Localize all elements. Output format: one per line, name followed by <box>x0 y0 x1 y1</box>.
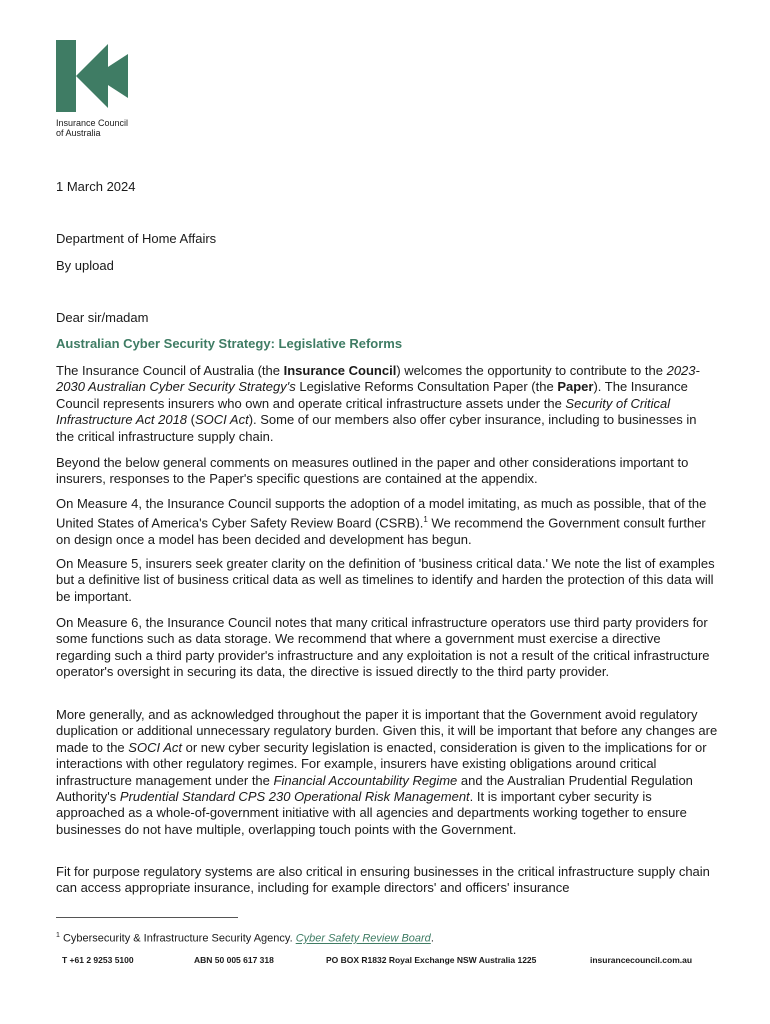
footer-address: PO BOX R1832 Royal Exchange NSW Australia 1225 <box>326 955 537 965</box>
paragraph-general: More generally, and as acknowledged throughout the paper it is important that the Government avoid regulatory duplication or additional unnecessary regulatory burden. Given this, it will be important that before any changes are made to the SOCI Act or new cyber security legislation is enacted, consideration is given to the implications for or interactions with other regulatory regimes. For example, insurers have existing obligations around critical infrastructure management under the Financial Accountability Regime and the Australian Prudential Regulation Authority's Prudential Standard CPS 230 Operational Risk Management. It is important cyber security is approached as a whole-of-government initiative with all agencies and departments working together to ensure businesses do not have multiple, overlapping touch points with the Government. <box>56 707 718 837</box>
paragraph-measure-4: On Measure 4, the Insurance Council supports the adoption of a model imitating, as much as possible, that of the United States of America's Cyber Safety Review Board (CSRB).$^1$ We recommend the Government consult further on design once a model has been decided and development has begun. <box>56 496 707 548</box>
footnote-ref[interactable]: 1 <box>423 515 428 525</box>
delivery-method: By upload <box>56 258 114 273</box>
paragraph-measure-5: On Measure 5, insurers seek greater clarity on the definition of 'business critical data.' We note the list of examples but a definitive list of business critical data as well as timelines to identify and harden the protection of this data will be important. <box>56 556 715 604</box>
recipient: Department of Home Affairs <box>56 231 217 246</box>
footnote-divider <box>56 917 238 918</box>
footer-phone: T +61 2 9253 5100 <box>62 955 134 965</box>
salutation: Dear sir/madam <box>56 310 149 325</box>
paragraph-intro: The Insurance Council of Australia (the Insurance Council) welcomes the opportunity to contribute to the 2023-2030 Australian Cyber Security Strategy's Legislative Reforms Consultation Paper (the Paper). The Insurance Council represents insurers who own and operate critical infrastructure assets under the Security of Critical Infrastructure Act 2018 (SOCI Act). Some of our members also offer cyber insurance, including to businesses in the critical infrastructure supply chain. <box>56 363 700 444</box>
footer-abn: ABN 50 005 617 318 <box>194 955 274 965</box>
logo-line-1: Insurance Council <box>56 118 129 128</box>
paragraph-appendix: Beyond the below general comments on measures outlined in the paper and other considerations important to insurers, responses to the Paper's specific questions are contained at the appendix. <box>56 455 689 487</box>
cyber-safety-review-board-link[interactable]: Cyber Safety Review Board <box>295 932 431 945</box>
letter-date: 1 March 2024 <box>56 179 136 194</box>
paragraph-insurance: Fit for purpose regulatory systems are also critical in ensuring businesses in the critical infrastructure supply chain can access appropriate insurance, including for example directors' and officers' insurance <box>56 864 710 896</box>
letter-heading: Australian Cyber Security Strategy: Legislative Reforms <box>56 336 403 351</box>
paragraph-measure-6: On Measure 6, the Insurance Council notes that many critical infrastructure operators use third party providers for some functions such as data storage. We recommend that where a government must exercise a directive regarding such a third party provider's infrastructure and any exploitation is not a result of the critical infrastructure operator's oversight in securing its data, the directive is issued directly to the third party provider. <box>56 615 710 680</box>
footnote: $^1$ Cybersecurity & Infrastructure Security Agency. Cyber Safety Review Board. <box>56 932 434 945</box>
logo-line-2: of Australia <box>56 128 101 138</box>
footer-website[interactable]: insurancecouncil.com.au <box>590 955 693 965</box>
logo-wordmark <box>56 118 128 138</box>
